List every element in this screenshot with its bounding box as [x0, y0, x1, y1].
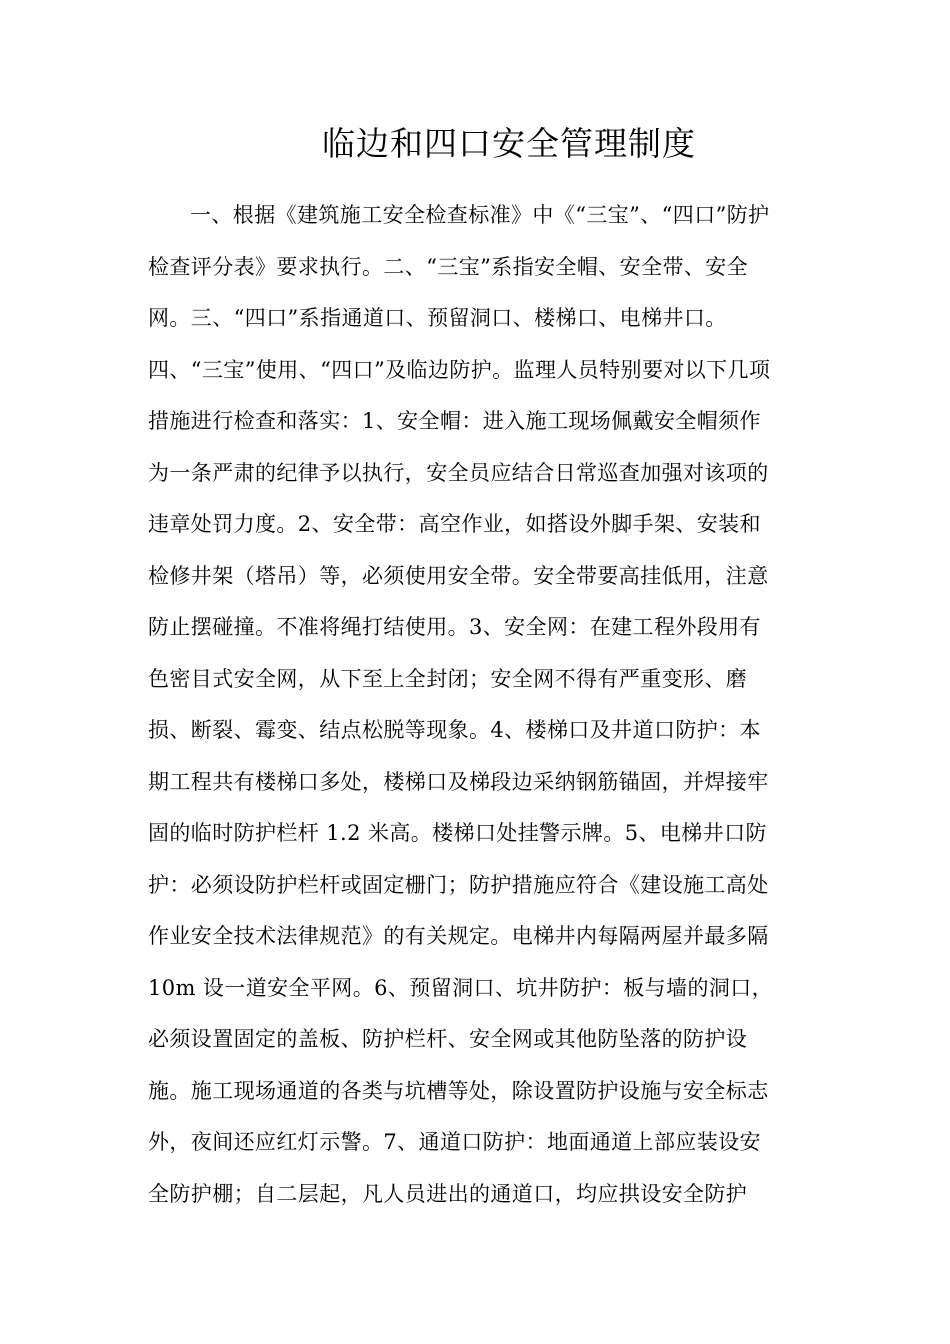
- body-line: 10m 设一道安全平网。6、预留洞口、坑井防护：板与墙的洞口，: [148, 975, 774, 1000]
- body-line: 期工程共有楼梯口多处，楼梯口及梯段边采纳钢筋锚固，并焊接牢: [148, 769, 769, 794]
- body-line: 措施进行检查和落实：1、安全帽：进入施工现场佩戴安全帽须作: [148, 409, 761, 433]
- body-line: 为一条严肃的纪律予以执行，安全员应结合日常巡查加强对该项的: [148, 460, 769, 485]
- body-line: 护：必须设防护栏杆或固定栅门；防护措施应符合《建设施工高处: [148, 872, 769, 897]
- body-line: 固的临时防护栏杆 1.2 米高。楼梯口处挂警示牌。5、电梯井口防: [148, 821, 767, 845]
- document-title: 临边和四口安全管理制度: [322, 124, 696, 163]
- body-line: 一、根据《建筑施工安全检查标准》中《“三宝”、“四口”防护: [190, 203, 770, 227]
- body-line: 损、断裂、霉变、结点松脱等现象。4、楼梯口及井道口防护：本: [148, 718, 761, 742]
- body-line: 检修井架（塔吊）等，必须使用安全带。安全带要高挂低用，注意: [148, 563, 769, 588]
- body-line: 防止摆碰撞。不准将绳打结使用。3、安全网：在建工程外段用有: [148, 615, 761, 639]
- body-line: 外，夜间还应红灯示警。7、通道口防护：地面通道上部应装设安: [148, 1130, 761, 1154]
- body-line: 色密目式安全网，从下至上全封闭；安全网不得有严重变形、磨: [148, 666, 748, 691]
- body-line: 全防护棚；自二层起，凡人员进出的通道口，均应拱设安全防护: [148, 1181, 748, 1206]
- body-line: 网。三、“四口”系指通道口、预留洞口、楼梯口、电梯井口。: [148, 306, 727, 330]
- body-line: 违章处罚力度。2、安全带：高空作业，如搭设外脚手架、安装和: [148, 512, 761, 536]
- body-line: 四、“三宝”使用、“四口”及临边防护。监理人员特别要对以下几项: [148, 357, 771, 382]
- document-body: [148, 190, 808, 1220]
- body-line: 作业安全技术法律规范》的有关规定。电梯井内每隔两屋并最多隔: [148, 924, 769, 948]
- body-line: 必须设置固定的盖板、防护栏杆、安全网或其他防坠落的防护设: [148, 1027, 748, 1051]
- body-line: 施。施工现场通道的各类与坑槽等处，除设置防护设施与安全标志: [148, 1078, 769, 1103]
- body-line: 检查评分表》要求执行。二、“三宝”系指安全帽、安全带、安全: [148, 254, 749, 279]
